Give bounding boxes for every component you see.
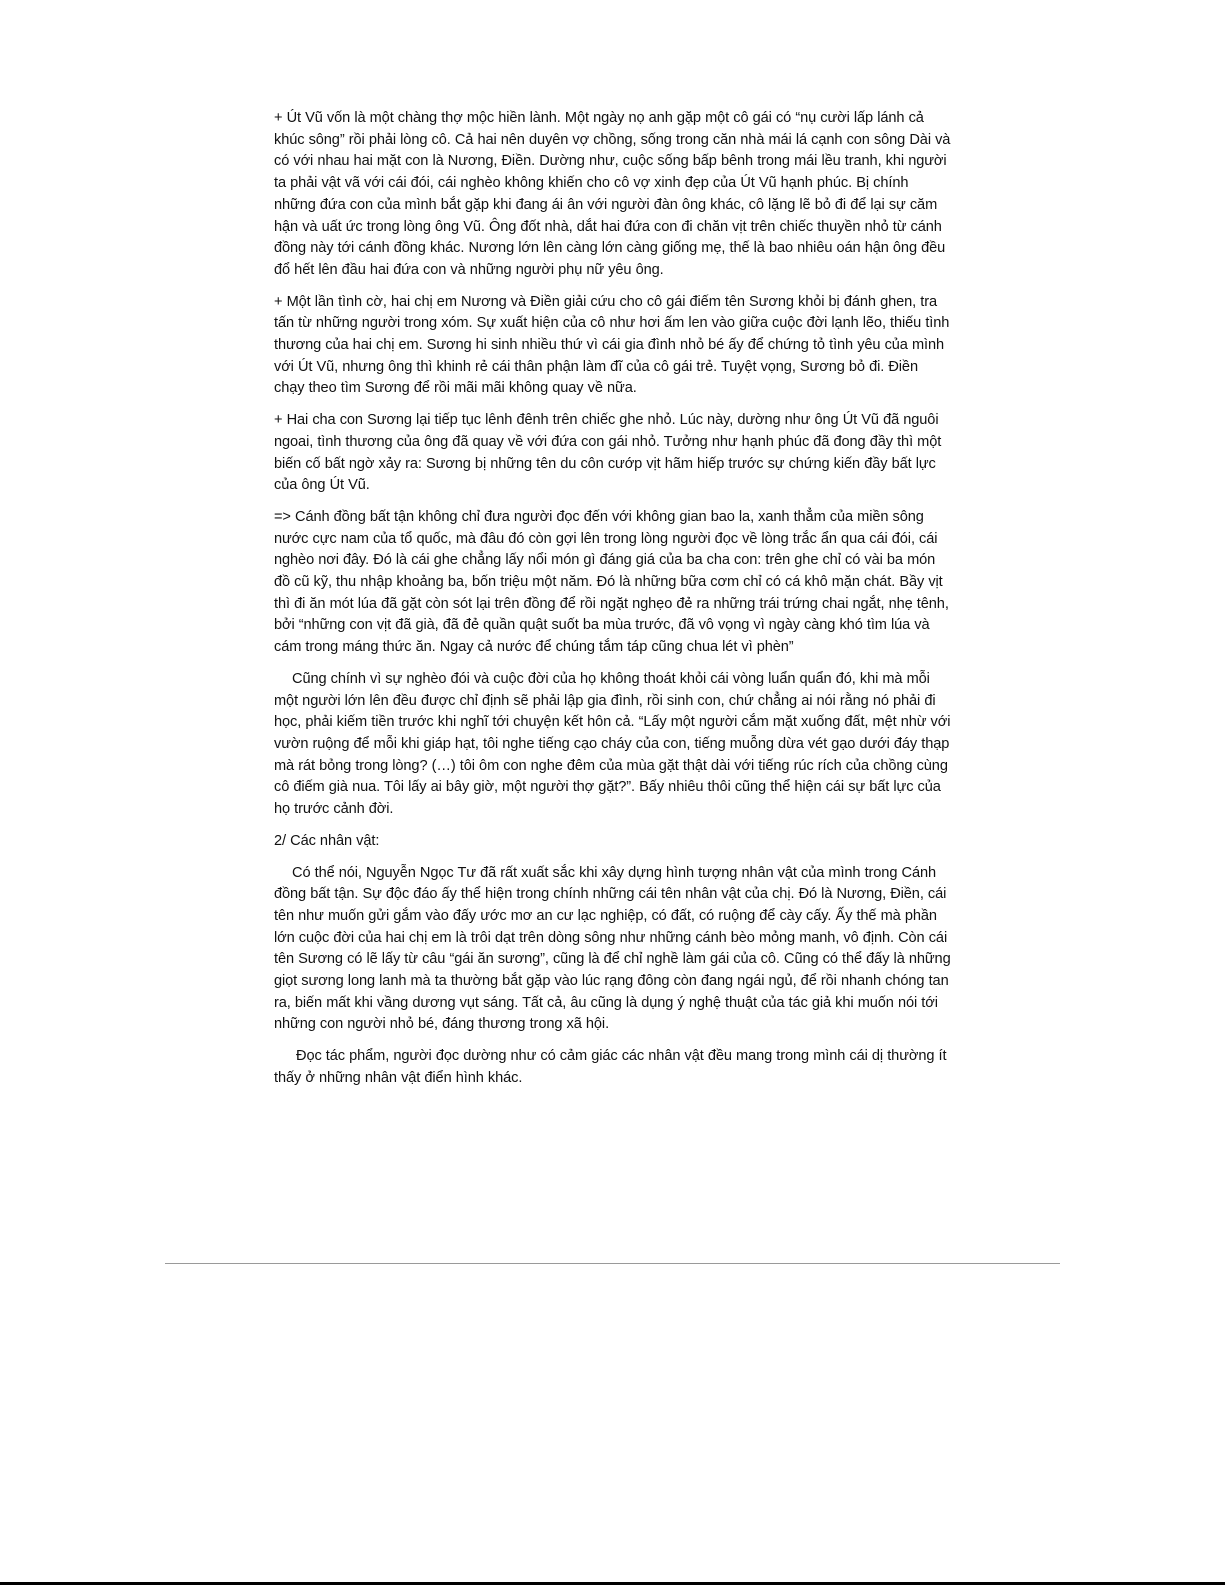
paragraph-vicious-cycle: Cũng chính vì sự nghèo đói và cuộc đời của họ không thoát khỏi cái vòng luẩn quẩn đó, khi mà mỗi một người lớn lên đều được chỉ định sẽ phải lập gia đình, rồi sinh con, chứ chẳng ai nói rằng nó phải đi học, phải kiếm tiền trước khi nghĩ tới chuyện kết hôn cả. “Lấy một người cắm mặt xuống đất, mệt nhừ với vườn ruộng để mỗi khi giáp hạt, tôi nghe tiếng cạo cháy của con, tiếng muỗng dừa vét gạo dưới đáy thạp mà rát bỏng trong lòng? (…) tôi ôm con nghe đêm của mùa gặt thật dài với tiếng rúc rích của chồng cùng cô điếm già nua. Tôi lấy ai bây giờ, một người thợ gặt?”. Bấy nhiêu thôi cũng thể hiện cái sự bất lực của họ trước cảnh đời. [274, 670, 951, 818]
paragraph-reader-impression: Đọc tác phẩm, người đọc dường như có cảm giác các nhân vật đều mang trong mình cái dị thường ít thấy ở những nhân vật điển hình khác. [274, 1048, 947, 1086]
paragraph-conclusion-poverty: => Cánh đồng bất tận không chỉ đưa người đọc đến với không gian bao la, xanh thẳm của miền sông nước cực nam của tổ quốc, mà đâu đó còn gợi lên trong lòng người đọc về lòng trắc ẩn qua cái đói, cái nghèo nơi đây. Đó là cái ghe chẳng lấy nổi món gì đáng giá của ba cha con: trên ghe chỉ có vài ba món đồ cũ kỹ, thu nhập khoảng ba, bốn triệu một năm. Đó là những bữa cơm chỉ có cá khô mặn chát. Bầy vịt thì đi ăn mót lúa đã gặt còn sót lại trên đồng để rồi ngặt nghẹo đẻ ra những trái trứng chai ngắt, nhẹ tênh, bởi “những con vịt đã già, đã đẻ quần quật suốt ba mùa trước, đã vô vọng vì ngày càng khó tìm lúa và cám trong máng thức ăn. Ngay cả nước để chúng tắm táp cũng chua lét vì phèn” [274, 508, 949, 656]
document-body [274, 108, 952, 1100]
paragraph-suong-meeting: + Một lần tình cờ, hai chị em Nương và Điền giải cứu cho cô gái điếm tên Sương khỏi bị đánh ghen, tra tấn từ những người trong xóm. Sự xuất hiện của cô như hơi ấm len vào giữa cuộc đời lạnh lẽo, thiếu tình thương của hai chị em. Sương hi sinh nhiều thứ vì cái gia đình nhỏ bé ấy để chứng tỏ tình yêu của mình với Út Vũ, nhưng ông thì khinh rẻ cái thân phận làm đĩ của cô gái trẻ. Tuyệt vọng, Sương bỏ đi. Điền chạy theo tìm Sương để rồi mãi mãi không quay về nữa. [274, 293, 950, 397]
paragraph-ut-vu: + Út Vũ vốn là một chàng thợ mộc hiền lành. Một ngày nọ anh gặp một cô gái có “nụ cười lấp lánh cả khúc sông” rồi phải lòng cô. Cả hai nên duyên vợ chồng, sống trong căn nhà mái lá cạnh con sông Dài và có với nhau hai mặt con là Nương, Điền. Dường như, cuộc sống bấp bênh trong mái lều tranh, khi người ta phải vật vã với cái đói, cái nghèo không khiến cho cô vợ xinh đẹp của Út Vũ hạnh phúc. Bị chính những đứa con của mình bắt gặp khi đang ái ân với người đàn ông khác, cô lặng lẽ bỏ đi để lại sự căm hận và uất ức trong lòng ông Vũ. Ông đốt nhà, dắt hai đứa con đi chăn vịt trên chiếc thuyền nhỏ từ cánh đồng này tới cánh đồng khác. Nương lớn lên càng lớn càng giống mẹ, thế là bao nhiêu oán hận ông đều đổ hết lên đầu hai đứa con và những người phụ nữ yêu ông. [274, 110, 951, 278]
section-heading-characters: 2/ Các nhân vật: [274, 832, 380, 849]
paragraph-father-daughter: + Hai cha con Sương lại tiếp tục lênh đênh trên chiếc ghe nhỏ. Lúc này, dường như ông Út Vũ đã nguôi ngoai, tình thương của ông đã quay về với đứa con gái nhỏ. Tưởng như hạnh phúc đã đong đầy thì một biến cố bất ngờ xảy ra: Sương bị những tên du côn cướp vịt hãm hiếp trước sự chứng kiến đầy bất lực của ông Út Vũ. [274, 412, 942, 494]
footer-divider [165, 1263, 1060, 1264]
paragraph-character-names: Có thể nói, Nguyễn Ngọc Tư đã rất xuất sắc khi xây dựng hình tượng nhân vật của mình trong Cánh đồng bất tận. Sự độc đáo ấy thể hiện trong chính những cái tên nhân vật của chị. Đó là Nương, Điền, cái tên như muốn gửi gắm vào đấy ước mơ an cư lạc nghiệp, có đất, có ruộng để cày cấy. Ấy thế mà phần lớn cuộc đời của hai chị em là trôi dạt trên dòng sông như những cánh bèo mỏng manh, vô định. Còn cái tên Sương có lẽ lấy từ câu “gái ăn sương”, cũng là để chỉ nghề làm gái của cô. Cũng có thể đấy là những giọt sương long lanh mà ta thường bắt gặp vào lúc rạng đông còn đang ngái ngủ, để rồi nhanh chóng tan ra, biến mất khi vầng dương vụt sáng. Tất cả, âu cũng là dụng ý nghệ thuật của tác giả khi muốn nói tới những con người nhỏ bé, đáng thương trong xã hội. [274, 864, 951, 1033]
